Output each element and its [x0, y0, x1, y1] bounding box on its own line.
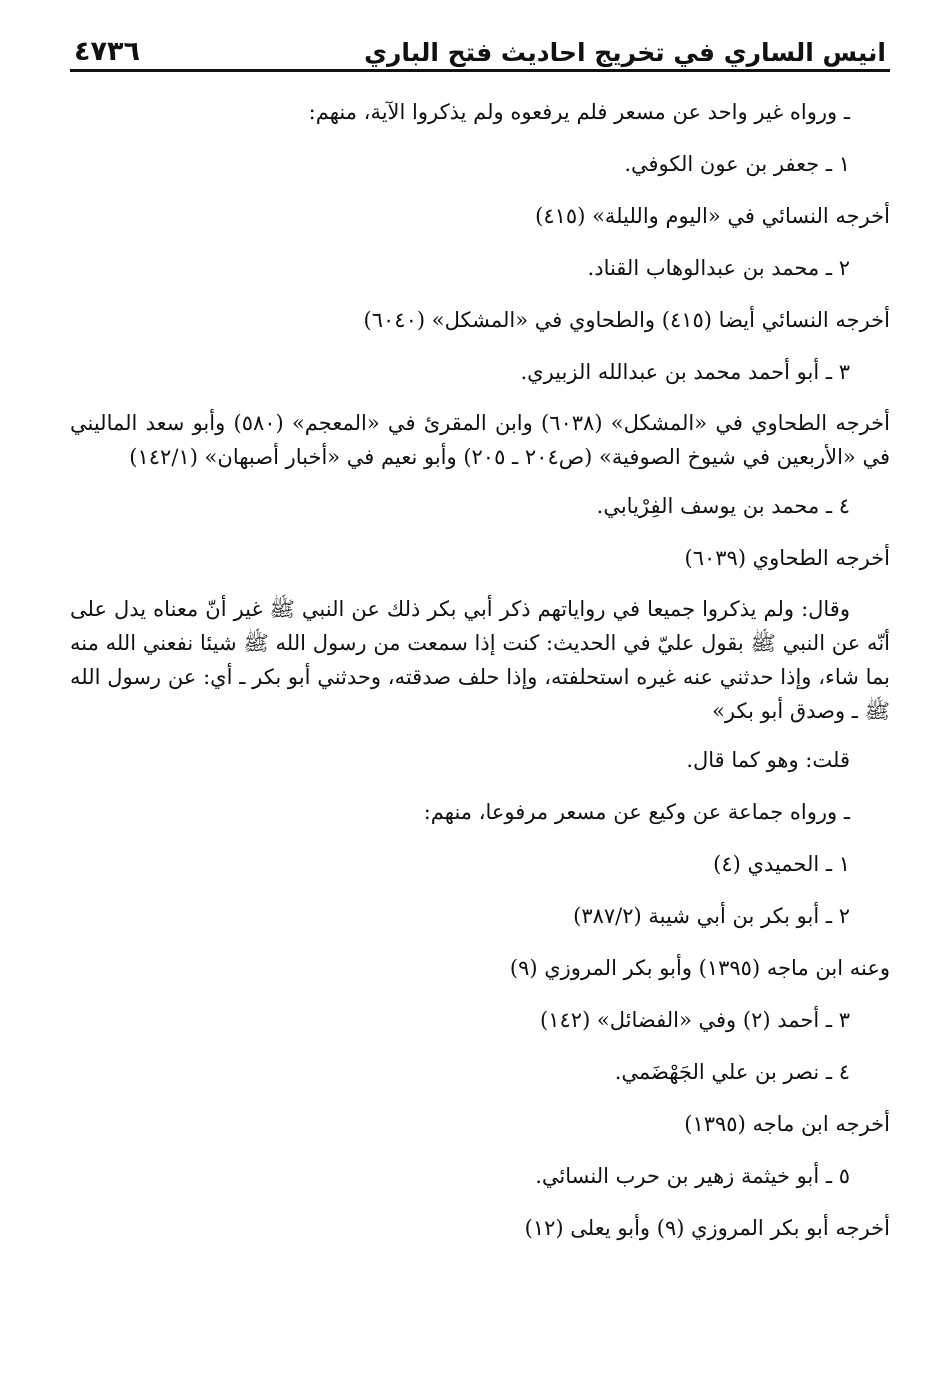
text-line: ٤ ـ نصر بن علي الجَهْضَمي.: [614, 1060, 850, 1084]
text-line: أخرجه النسائي أيضا (٤١٥) والطحاوي في «المشكل» (٦٠٤٠): [363, 308, 890, 332]
paragraph: وقال: ولم يذكروا جميعا في رواياتهم ذكر أبي بكر ذلك عن النبي ﷺ غير أنّ معناه يدل على أنّه عن النبي ﷺ بقول عليّ في الحديث: كنت إذا سمعت من رسول الله ﷺ شيئا نفعني الله منه بما شاء، وإذا حدثني عنه غيره استحلفته، وإذا حلف صدقته، وحدثني أبو بكر ـ أي: عن رسول الله ﷺ ـ وصدق أبو بكر»: [70, 597, 890, 723]
running-title: انيس الساري في تخريج احاديث فتح الباري: [364, 38, 886, 67]
text-line: أخرجه الطحاوي (٦٠٣٩): [684, 546, 890, 570]
book-page: [70, 28, 890, 1358]
text-line: قلت: وهو كما قال.: [686, 748, 850, 772]
page-body: [70, 94, 890, 1246]
text-line: أخرجه ابن ماجه (١٣٩٥): [684, 1112, 890, 1136]
text-line: أخرجه أبو بكر المروزي (٩) وأبو يعلى (١٢): [524, 1216, 890, 1240]
text-line: ٣ ـ أحمد (٢) وفي «الفضائل» (١٤٢): [540, 1008, 850, 1032]
page-number: ٤٧٣٦: [74, 36, 140, 67]
text-line: وعنه ابن ماجه (١٣٩٥) وأبو بكر المروزي (٩): [509, 956, 890, 980]
text-line: ١ ـ جعفر بن عون الكوفي.: [624, 152, 850, 176]
text-line: ٢ ـ أبو بكر بن أبي شيبة (٣٨٧/٢): [573, 904, 850, 928]
page-header: [70, 28, 890, 72]
text-line: أخرجه النسائي في «اليوم والليلة» (٤١٥): [535, 204, 890, 228]
text-line: ٥ ـ أبو خيثمة زهير بن حرب النسائي.: [535, 1164, 850, 1188]
text-line: ١ ـ الحميدي (٤): [713, 852, 850, 876]
text-line: ٤ ـ محمد بن يوسف الفِرْيابي.: [596, 494, 850, 518]
text-line: ـ ورواه جماعة عن وكيع عن مسعر مرفوعا، منهم:: [423, 800, 850, 824]
text-line: ٣ ـ أبو أحمد محمد بن عبدالله الزبيري.: [520, 360, 850, 384]
text-line: ٢ ـ محمد بن عبدالوهاب القناد.: [587, 256, 850, 280]
text-line: ـ ورواه غير واحد عن مسعر فلم يرفعوه ولم يذكروا الآية، منهم:: [308, 100, 850, 124]
paragraph: أخرجه الطحاوي في «المشكل» (٦٠٣٨) وابن المقرئ في «المعجم» (٥٨٠) وأبو سعد الماليني في «الأربعين في شيوخ الصوفية» (ص٢٠٤ ـ ٢٠٥) وأبو نعيم في «أخبار أصبهان» (١٤٢/١): [70, 411, 890, 469]
